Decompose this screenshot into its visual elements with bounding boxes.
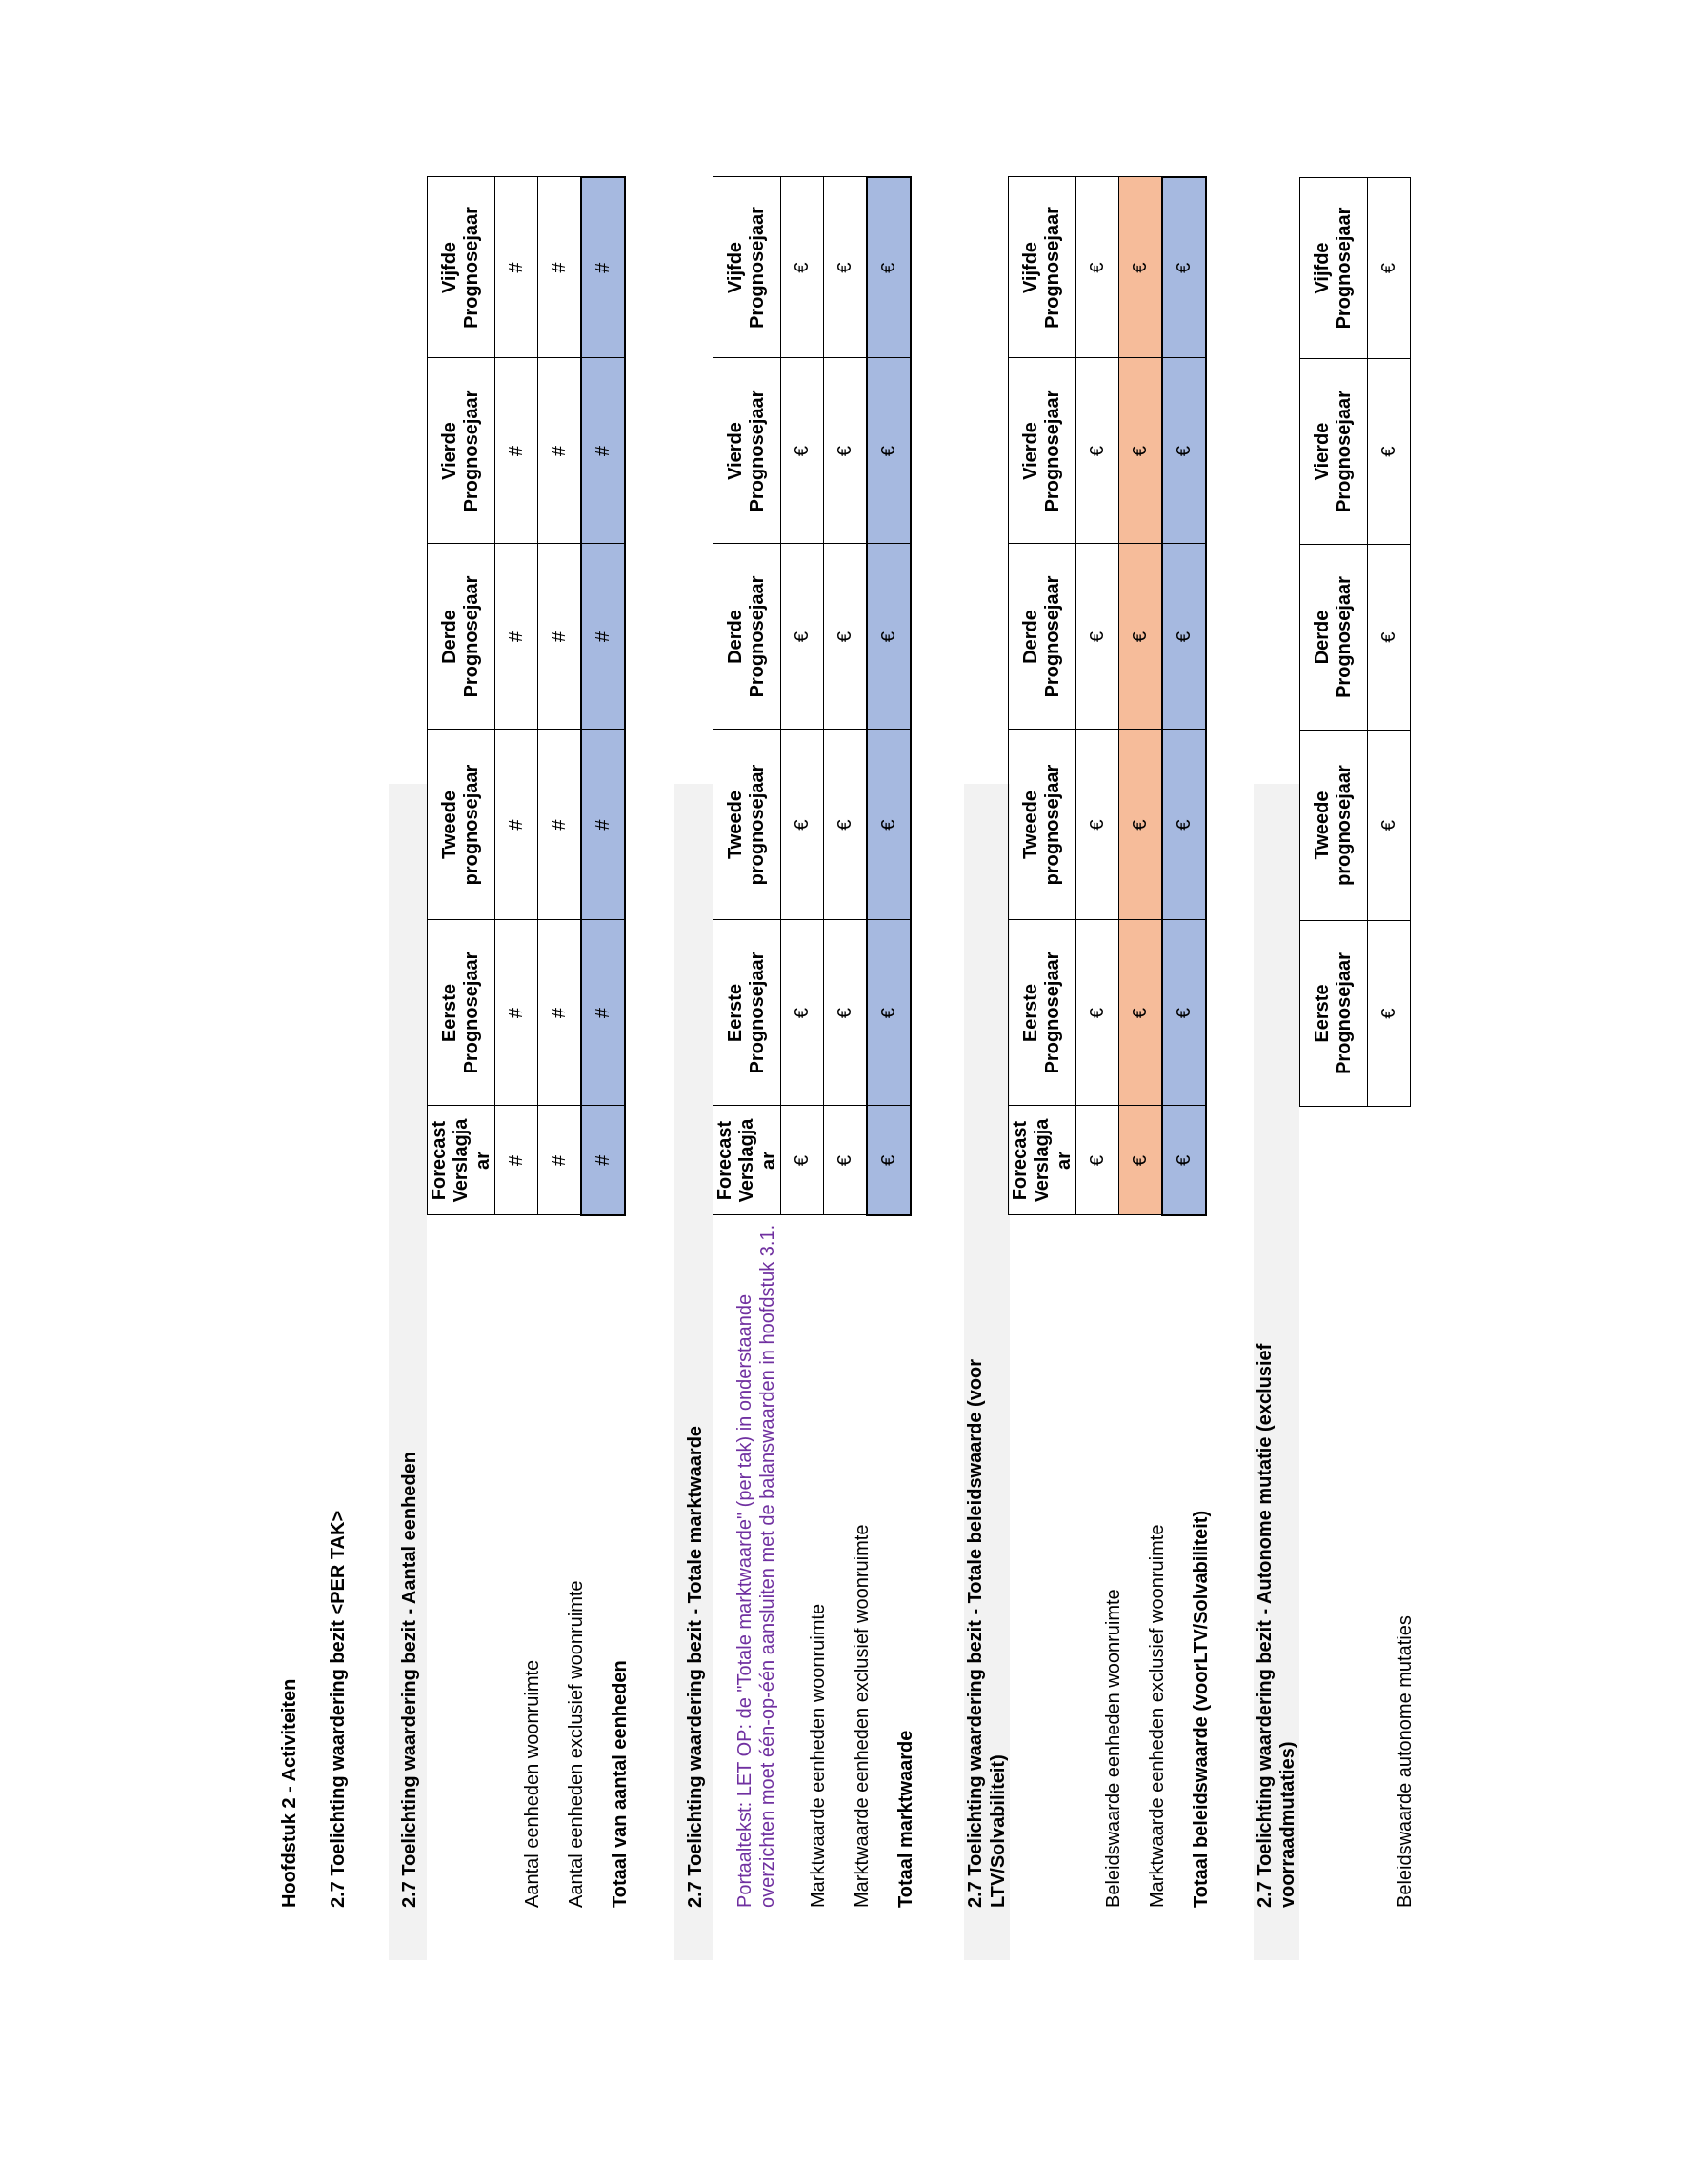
table-cell[interactable]: € xyxy=(1076,1106,1119,1215)
table-cell[interactable]: € xyxy=(824,920,868,1106)
col-header: Derde Prognosejaar xyxy=(1300,545,1368,731)
total-row xyxy=(581,177,625,1215)
table-cell[interactable]: # xyxy=(538,730,582,920)
total-cell: € xyxy=(867,1106,911,1215)
table-cell[interactable]: # xyxy=(495,177,538,358)
col-header: Vijfde Prognosejaar xyxy=(428,177,495,358)
table-row xyxy=(1076,177,1119,1215)
highlight-cell[interactable]: € xyxy=(1119,358,1163,544)
table-cell[interactable]: € xyxy=(1076,544,1119,730)
highlight-cell[interactable]: € xyxy=(1119,177,1163,358)
table-cell[interactable]: € xyxy=(1368,921,1411,1107)
table-cell[interactable]: € xyxy=(781,177,824,358)
col-header: Eerste Prognosejaar xyxy=(713,920,781,1106)
highlight-cell[interactable]: € xyxy=(1119,730,1163,920)
table-cell[interactable]: € xyxy=(1076,920,1119,1106)
col-header: Tweede prognosejaar xyxy=(428,730,495,920)
table-aantal xyxy=(427,176,626,1216)
col-header: Vijfde Prognosejaar xyxy=(1009,177,1076,358)
col-header: Tweede prognosejaar xyxy=(713,730,781,920)
col-header: Vierde Prognosejaar xyxy=(1009,358,1076,544)
table-cell[interactable]: € xyxy=(1368,178,1411,359)
total-cell: # xyxy=(581,177,625,358)
table-cell[interactable]: # xyxy=(538,358,582,544)
table-cell[interactable]: # xyxy=(538,177,582,358)
total-cell: € xyxy=(1162,358,1206,544)
row-label-total: Totaal van aantal eenheden xyxy=(610,1660,631,1908)
table-row xyxy=(824,177,868,1215)
col-header: Derde Prognosejaar xyxy=(428,544,495,730)
table-cell[interactable]: € xyxy=(824,544,868,730)
table-cell[interactable]: # xyxy=(495,358,538,544)
chapter-title: Hoofdstuk 2 - Activiteiten xyxy=(279,1678,300,1908)
row-label: Marktwaarde eenheden woonruimte xyxy=(808,1603,829,1908)
col-header: Vierde Prognosejaar xyxy=(1300,359,1368,545)
row-label: Aantal eenheden exclusief woonruimte xyxy=(566,1580,587,1908)
total-cell: € xyxy=(1162,544,1206,730)
col-header: Eerste Prognosejaar xyxy=(1300,921,1368,1107)
col-header: Forecast Verslagja ar xyxy=(1009,1106,1076,1215)
total-cell: # xyxy=(581,358,625,544)
table-row xyxy=(781,177,824,1215)
table-marktwaarde xyxy=(713,176,912,1216)
highlight-cell[interactable]: € xyxy=(1119,1106,1163,1215)
table-cell[interactable]: € xyxy=(824,730,868,920)
table-cell[interactable]: € xyxy=(781,544,824,730)
row-label: Marktwaarde eenheden exclusief woonruimte xyxy=(1147,1524,1168,1908)
table-cell[interactable]: # xyxy=(538,920,582,1106)
table-cell[interactable]: € xyxy=(1076,177,1119,358)
col-header: Forecast Verslagja ar xyxy=(713,1106,781,1215)
total-cell: € xyxy=(867,920,911,1106)
row-label-total: Totaal beleidswaarde (voorLTV/Solvabiliteit) xyxy=(1191,1510,1212,1908)
table-cell[interactable]: € xyxy=(824,1106,868,1215)
section-title-aantal: 2.7 Toelichting waardering bezit - Aantal eenheden xyxy=(399,1452,420,1908)
highlight-cell[interactable]: € xyxy=(1119,544,1163,730)
portal-note xyxy=(733,1222,779,1908)
total-cell: # xyxy=(581,1106,625,1215)
table-row xyxy=(495,177,538,1215)
table-cell[interactable]: # xyxy=(538,1106,582,1215)
section-title-line: 2.7 Toelichting waardering bezit - Totale beleidswaarde (voor xyxy=(965,1358,986,1908)
portal-note-line: overzichten moet één-op-één aansluiten met de balanswaarden in hoofdstuk 3.1. xyxy=(757,1224,778,1908)
col-header: Tweede prognosejaar xyxy=(1300,731,1368,921)
total-cell: € xyxy=(1162,730,1206,920)
col-header: Vierde Prognosejaar xyxy=(713,358,781,544)
section-title-autonome xyxy=(1254,1344,1299,1908)
table-cell[interactable]: € xyxy=(824,177,868,358)
table-cell[interactable]: # xyxy=(495,920,538,1106)
total-row xyxy=(867,177,911,1215)
total-cell: € xyxy=(1162,1106,1206,1215)
section-title-beleidswaarde xyxy=(964,1359,1010,1908)
section-title: 2.7 Toelichting waardering bezit <PER TAK> xyxy=(328,1510,349,1908)
col-header: Vijfde Prognosejaar xyxy=(1300,178,1368,359)
total-cell: € xyxy=(867,730,911,920)
section-title-line: 2.7 Toelichting waardering bezit - Autonome mutatie (exclusief xyxy=(1255,1343,1276,1908)
col-header: Eerste Prognosejaar xyxy=(1009,920,1076,1106)
total-row xyxy=(1162,177,1206,1215)
table-row xyxy=(538,177,582,1215)
table-cell[interactable]: € xyxy=(781,1106,824,1215)
total-cell: # xyxy=(581,544,625,730)
table-beleidswaarde xyxy=(1008,176,1207,1216)
total-cell: € xyxy=(1162,177,1206,358)
table-cell[interactable]: € xyxy=(1368,545,1411,731)
highlight-cell[interactable]: € xyxy=(1119,920,1163,1106)
table-cell[interactable]: # xyxy=(538,544,582,730)
row-label-total: Totaal marktwaarde xyxy=(895,1730,916,1908)
col-header: Tweede prognosejaar xyxy=(1009,730,1076,920)
total-cell: € xyxy=(867,177,911,358)
section-title-line: voorraadmutaties) xyxy=(1277,1741,1298,1908)
table-cell[interactable]: # xyxy=(495,1106,538,1215)
section-title-marktwaarde: 2.7 Toelichting waardering bezit - Totale marktwaarde xyxy=(685,1425,706,1908)
portal-note-line: Portaaltekst: LET OP: de "Totale marktwaarde" (per tak) in onderstaande xyxy=(734,1293,755,1908)
table-cell[interactable]: # xyxy=(495,544,538,730)
total-cell: # xyxy=(581,730,625,920)
table-autonome xyxy=(1299,177,1411,1107)
col-header: Derde Prognosejaar xyxy=(1009,544,1076,730)
col-header: Forecast Verslagja ar xyxy=(428,1106,495,1215)
table-cell[interactable]: € xyxy=(1368,359,1411,545)
row-label: Aantal eenheden woonruimte xyxy=(522,1659,543,1908)
col-header: Vijfde Prognosejaar xyxy=(713,177,781,358)
table-cell[interactable]: # xyxy=(495,730,538,920)
row-label: Marktwaarde eenheden exclusief woonruimte xyxy=(852,1524,873,1908)
section-title-line: LTV/Solvabiliteit) xyxy=(988,1754,1009,1908)
table-cell[interactable]: € xyxy=(781,358,824,544)
row-label: Beleidswaarde eenheden woonruimte xyxy=(1103,1589,1124,1908)
col-header: Derde Prognosejaar xyxy=(713,544,781,730)
table-cell[interactable]: € xyxy=(1076,358,1119,544)
total-cell: # xyxy=(581,920,625,1106)
table-cell[interactable]: € xyxy=(781,730,824,920)
total-cell: € xyxy=(867,544,911,730)
col-header: Vierde Prognosejaar xyxy=(428,358,495,544)
col-header: Eerste Prognosejaar xyxy=(428,920,495,1106)
table-cell[interactable]: € xyxy=(1076,730,1119,920)
row-label: Beleidswaarde autonome mutaties xyxy=(1395,1615,1416,1908)
total-cell: € xyxy=(1162,920,1206,1106)
table-cell[interactable]: € xyxy=(824,358,868,544)
total-cell: € xyxy=(867,358,911,544)
highlight-row xyxy=(1119,177,1163,1215)
table-row xyxy=(1368,178,1411,1107)
table-cell[interactable]: € xyxy=(1368,731,1411,921)
table-cell[interactable]: € xyxy=(781,920,824,1106)
